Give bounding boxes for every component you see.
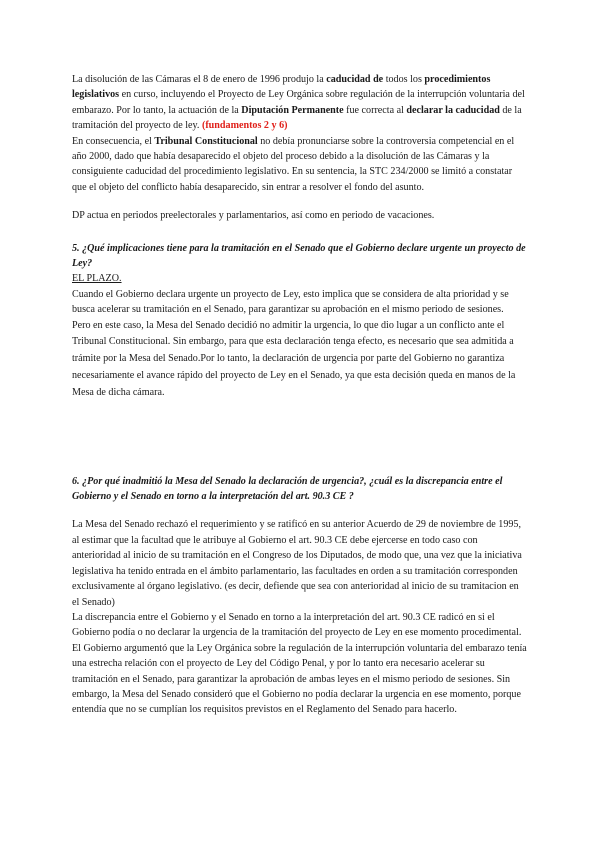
text-run: La disolución de las Cámaras el 8 de enero de 1996 produjo la [72,74,327,85]
text-run: en curso, incluyendo el Proyecto de Ley Orgánica sobre regulación de la interrupción voluntaria del embarazo. Por lo tanto, la actuación de la [72,89,525,116]
question-6-paragraph-2: La discrepancia entre el Gobierno y el Senado en torno a la interpretación del art. 90.3 CE radicó en si el Gobierno podía o no declarar la urgencia de la tramitación del proyecto de Ley en ese momento procedimental. El Gobierno argumentó que la Ley Orgánica sobre la regulación de la interrupción voluntaria del embarazo tenía una estrecha relación con el proyecto de Ley del Código Penal, y por lo tanto era necesario acelerar su tramitación en el Senado, para garantizar la aprobación de ambas leyes en el mismo periodo de sesiones. Sin embargo, la Mesa del Senado consideró que el Gobierno no podía declarar la urgencia en ese momento, porque entendía que no se cumplían los requisitos previstos en el Reglamento del Senado para hacerlo. [72,611,527,716]
question-5-paragraph-1: Cuando el Gobierno declara urgente un proyecto de Ley, esto implica que se considera de alta prioridad y se busca acelerar su tramitación en el Senado, para garantizar su aprobación en el mismo periodo de sesiones. [72,288,509,316]
paragraph-dp-note: DP actua en periodos preelectorales y parlamentarios, así como en periodo de vacaciones. [72,210,435,222]
document-page [72,72,528,718]
question-5-subheading: EL PLAZO. [72,273,122,285]
text-run: fue correcta al [343,104,407,116]
text-run: todos los [383,74,425,85]
bold-run: procedimientos legislativos [72,74,491,101]
question-6-paragraph-1: La Mesa del Senado rechazó el requerimiento y se ratificó en su anterior Acuerdo de 29 de noviembre de 1995, al estimar que la facultad que le atribuye al Gobierno el art. 90.3 CE debe ejercerse en todo caso con anterioridad al inicio de su tramitación en el Congreso de los Diputados, de modo que, una vez que la iniciativa legislativa ha tenido entrada en el ámbito parlamentario, las facultades en orden a su tramitación corresponden exclusivamente al órgano legislativo. (es decir, defiende que sea con anterioridad al inicio de su tramitacion en el Senado) [72,519,522,608]
question-6-heading: 6. ¿Por qué inadmitió la Mesa del Senado la declaración de urgencia?, ¿cuál es la discrepancia entre el Gobierno y el Senado en torno a la interpretación del art. 90.3 CE ? [72,475,503,503]
paragraph-tribunal [72,134,528,196]
bold-run: declarar la caducidad [406,104,500,116]
paragraph-dissolution [72,72,528,134]
bold-run: Diputación Permanente [241,104,344,116]
question-5-paragraph-2: Pero en este caso, la Mesa del Senado decidió no admitir la urgencia, lo que dio lugar a un conflicto ante el Tribunal Constitucional. Sin embargo, para que esta declaración tenga efecto, es necesario que sea admitida a trámite por la Mesa del Senado.Por lo tanto, la declaración de urgencia por parte del Gobierno no garantiza necesariamente el avance rápido del proyecto de Ley en el Senado, ya que esta decisión queda en manos de la Mesa de dicha cámara. [72,319,516,398]
text-run: no debía pronunciarse sobre la controversia competencial en el año 2000, dado que había desaparecido el objeto del proceso debido a la disolución de las Cámaras y la consiguiente caducidad del procedimiento legislativo. En su sentencia, la STC 234/2000 se limitó a constatar que el objeto del conflicto había desaparecido, sin entrar a resolver el fondo del asunto. [72,135,515,193]
bold-run: Tribunal Constitucional [154,135,258,147]
question-5-heading: 5. ¿Qué implicaciones tiene para la tramitación en el Senado que el Gobierno declare urgente un proyecto de Ley? [72,242,526,270]
bold-run: caducidad de [326,74,384,85]
text-run: de la tramitación del proyecto de ley. [72,104,522,132]
text-run: En consecuencia, el [72,135,155,147]
highlighted-reference: (fundamentos 2 y 6) [201,120,288,132]
